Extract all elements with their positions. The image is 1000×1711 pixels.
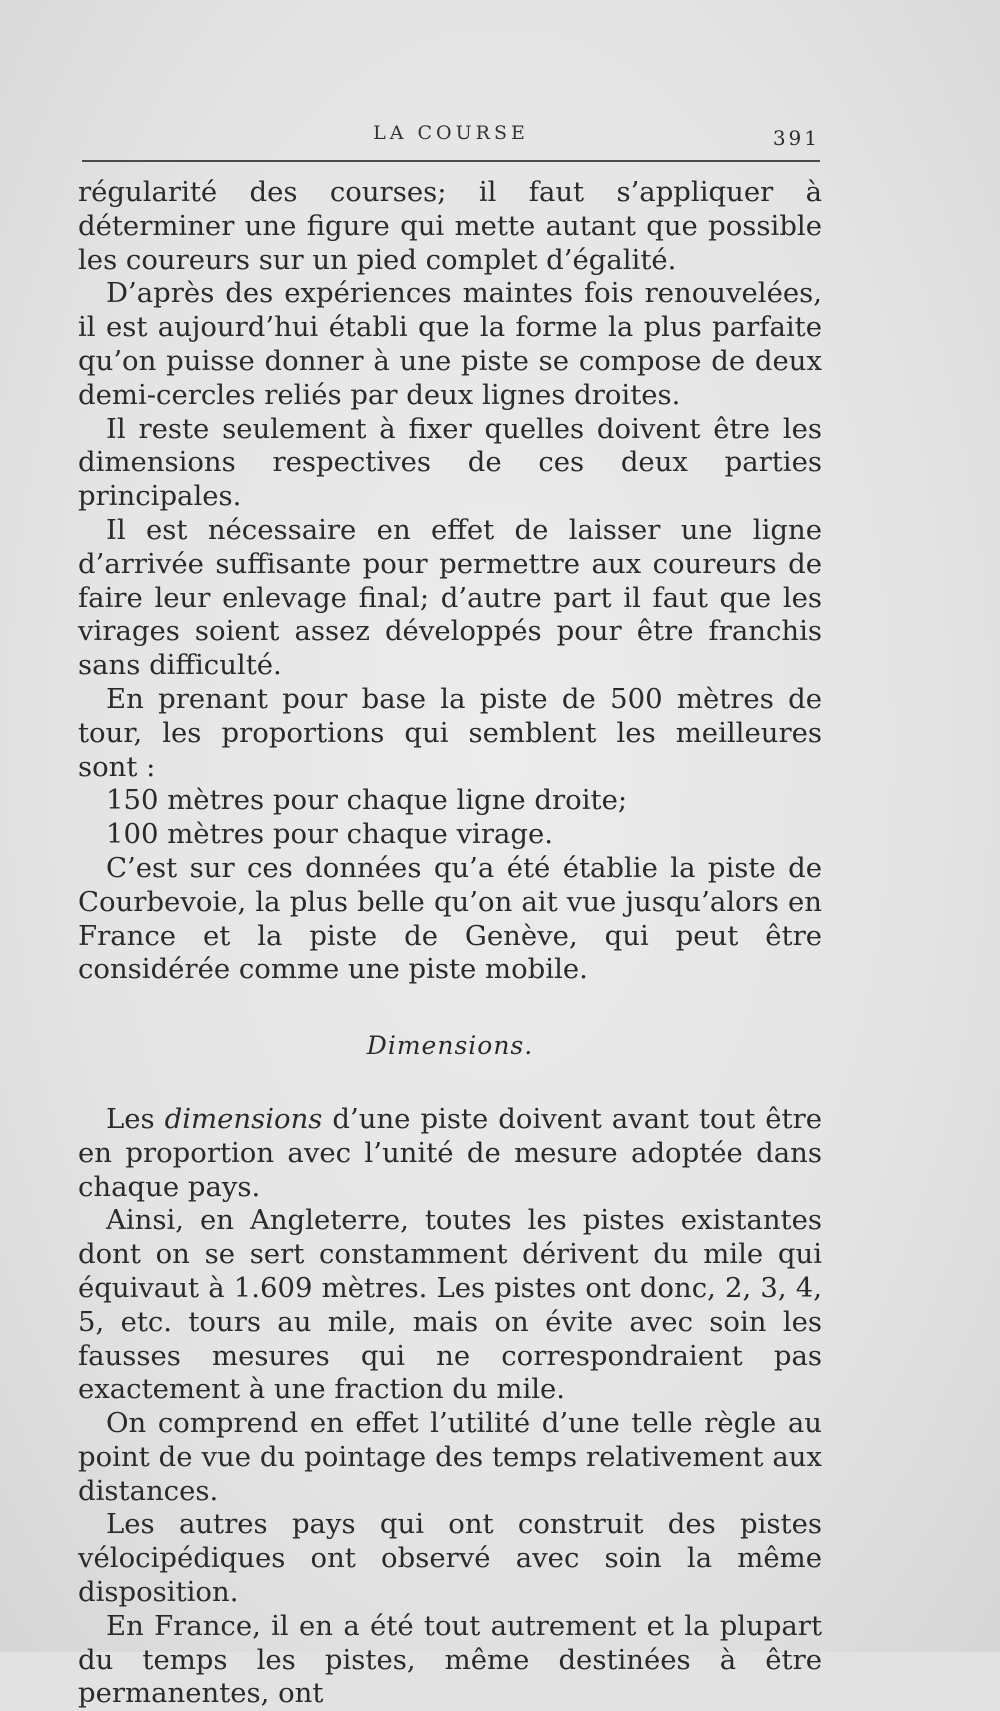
emphasized-term: dimensions [164, 1102, 323, 1135]
running-title: LA COURSE [373, 122, 529, 144]
page-header [82, 118, 820, 158]
section-heading: Dimensions. [366, 1031, 534, 1061]
paragraph: Les autres pays qui ont construit des pistes vélocipédiques ont observé avec soin la même disposition. [78, 1508, 822, 1609]
paragraph: On comprend en effet l’utilité d’une telle règle au point de vue du pointage des temps relativement aux distances. [78, 1407, 822, 1507]
paragraph [78, 1103, 822, 1204]
lead-text: Les [106, 1102, 165, 1135]
paragraph: Il est nécessaire en effet de laisser une ligne d’arrivée suffisante pour permettre aux coureurs de faire leur enlevage final; d’autre part il faut que les virages soient assez développés pour être franchis sans difficulté. [78, 513, 822, 682]
paragraph: Ainsi, en Angleterre, toutes les pistes existantes dont on se sert constamment dérivent du mile qui équivaut à 1.609 mètres. Les pistes ont donc, 2, 3, 4, 5, etc. tours au mile, mais on évite avec soin les fausses mesures qui ne correspondraient pas exactement à une fraction du mile. [78, 1204, 822, 1406]
paragraph: Il reste seulement à fixer quelles doivent être les dimensions respectives de ces deux parties principales. [78, 412, 822, 513]
header-rule [82, 160, 820, 162]
list-line: 150 mètres pour chaque ligne droite; [106, 784, 628, 817]
page-number: 391 [772, 126, 820, 150]
body-text [78, 176, 822, 1711]
paragraph: régularité des courses; il faut s’appliquer à déterminer une figure qui mette autant que possible les coureurs sur un pied complet d’égalité. [78, 176, 822, 276]
paragraph: En France, il en a été tout autrement et la plupart du temps les pistes, même destinées à être permanentes, ont [78, 1609, 822, 1710]
paragraph: En prenant pour base la piste de 500 mètres de tour, les proportions qui semblent les meilleures sont : [78, 682, 822, 783]
list-line: 100 mètres pour chaque virage. [106, 818, 553, 851]
paragraph-rest: d’une piste doivent avant tout être en proportion avec l’unité de mesure adoptée dans chaque pays. [78, 1102, 823, 1203]
paragraph: C’est sur ces données qu’a été établie la piste de Courbevoie, la plus belle qu’on ait vue jusqu’alors en France et la piste de Genève, qui peut être considérée comme une piste mobile. [78, 851, 822, 986]
paragraph: D’après des expériences maintes fois renouvelées, il est aujourd’hui établi que la forme la plus parfaite qu’on puisse donner à une piste se compose de deux demi-cercles reliés par deux lignes droites. [78, 277, 822, 411]
